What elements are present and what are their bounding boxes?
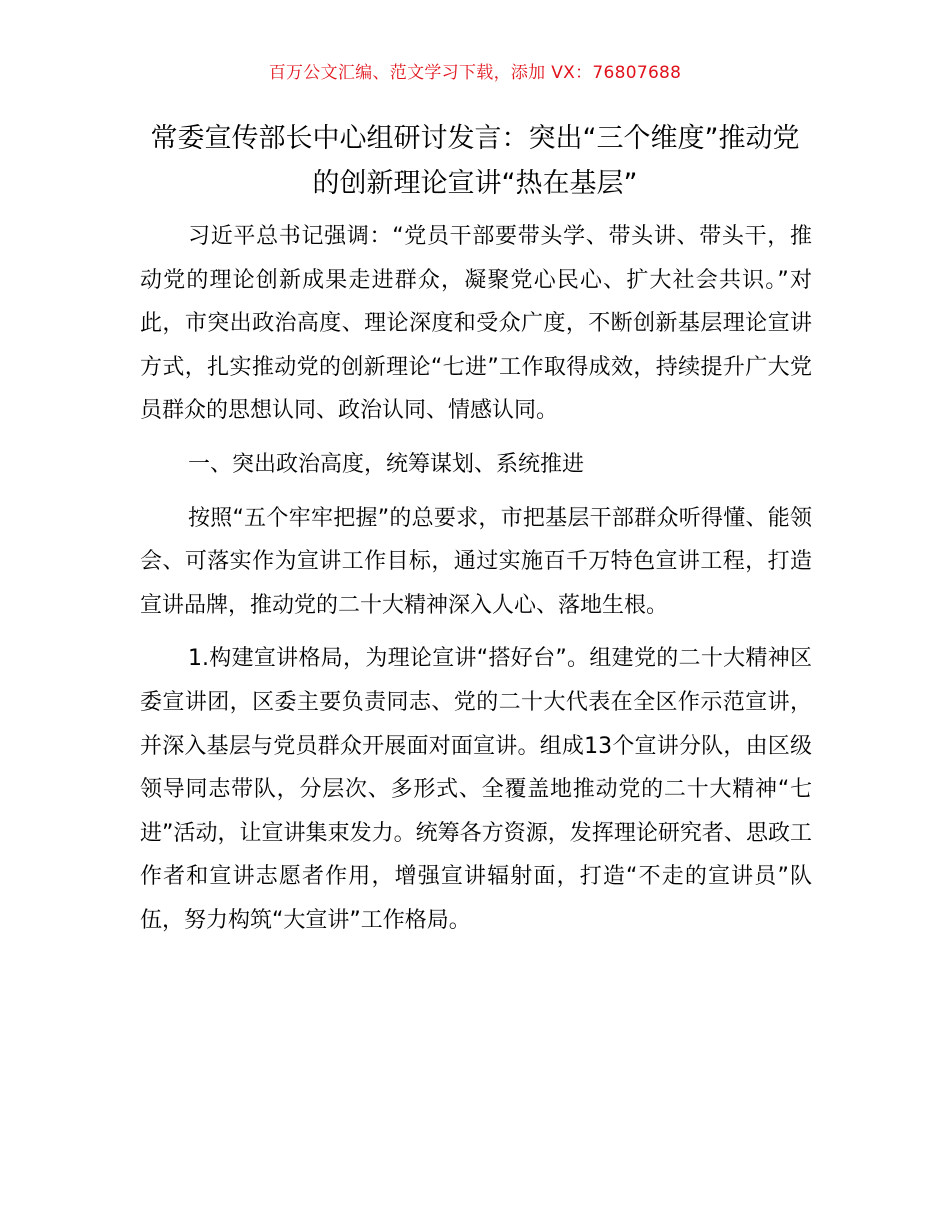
watermark-header: 百万公文汇编、范文学习下载，添加 VX：76807688	[268, 63, 682, 83]
paragraph-item-1: 1.构建宣讲格局，为理论宣讲“搭好台”。组建党的二十大精神区委宣讲团，区委主要负责同志、党的二十大代表在全区作示范宣讲，并深入基层与党员群众开展面对面宣讲。组成13个宣讲分队，由区级领导同志带队，分层次、多形式、全覆盖地推动党的二十大精神“七进”活动，让宣讲集束发力。统筹各方资源，发挥理论研究者、思政工作者和宣讲志愿者作用，增强宣讲辐射面，打造“不走的宣讲员”队伍，努力构筑“大宣讲”工作格局。	[140, 646, 812, 933]
paragraph-section-1: 按照“五个牢牢把握”的总要求，市把基层干部群众听得懂、能领会、可落实作为宣讲工作目标，通过实施百千万特色宣讲工程，打造宣讲品牌，推动党的二十大精神深入人心、落地生根。	[140, 505, 812, 618]
document-title: 常委宣传部长中心组研讨发言：突出“三个维度”推动党的创新理论宣讲“热在基层”	[150, 123, 800, 199]
document-body	[140, 215, 812, 953]
section-heading-1: 一、突出政治高度，统筹谋划、系统推进	[188, 451, 585, 477]
paragraph-intro: 习近平总书记强调：“党员干部要带头学、带头讲、带头干，推动党的理论创新成果走进群众，凝聚党心民心、扩大社会共识。”对此，市突出政治高度、理论深度和受众广度，不断创新基层理论宣讲方式，扎实推动党的创新理论“七进”工作取得成效，持续提升广大党员群众的思想认同、政治认同、情感认同。	[140, 224, 812, 424]
